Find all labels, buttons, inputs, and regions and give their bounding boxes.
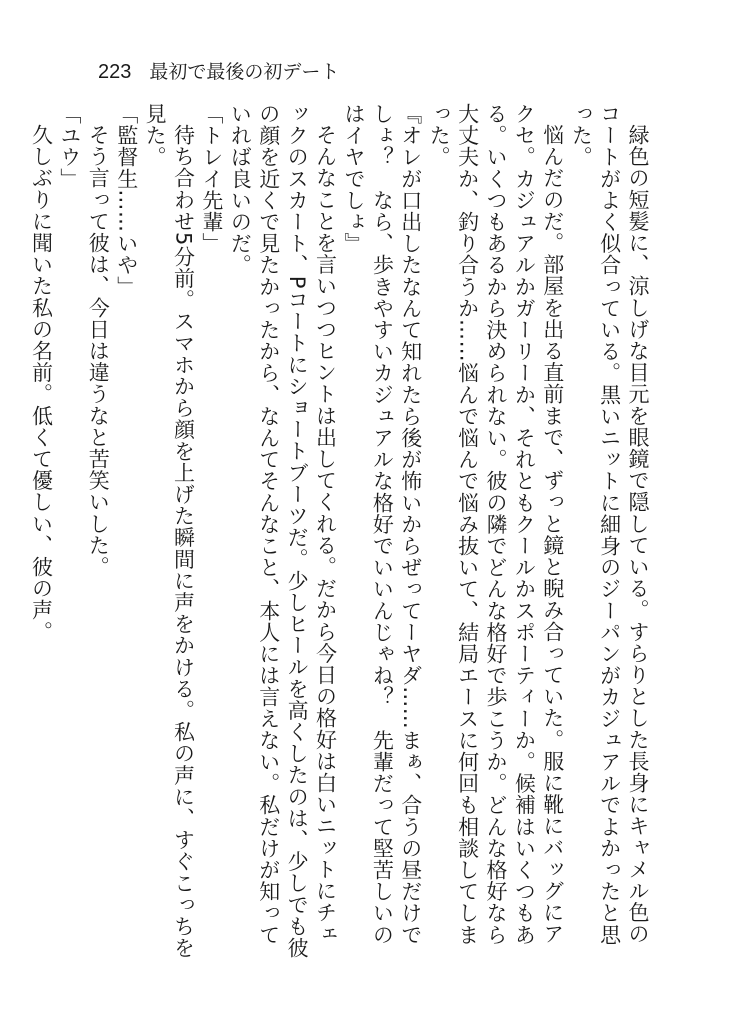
body-text (27, 103, 652, 963)
paragraph-8: そう言って彼は、今日は違うなと苦笑いした。 (86, 124, 111, 578)
paragraph-1: 緑色の短髪に、涼しげな目元を眼鏡で隠している。すらりとした長身にキャメル色のコートがよく似合っている。黒いニットに細身のジーパンがカジュアルでよかったと思った。 (569, 103, 650, 946)
paragraph-5-dialogue: 「トレイ先輩」 (199, 103, 224, 255)
paragraph-4: そんなことを言いつつヒントは出してくれる。だから今日の格好は白いニットにチェックのスカート、Pコートにショートブーツだ。少しヒールを高くしたのは、少しでも彼の顔を近くで見たかったから、なんてそんなこと、本人には言えない。私だけが知っていれば良いのだ。 (228, 103, 338, 959)
paragraph-7-dialogue: 「監督生……いや」 (114, 103, 139, 298)
paragraph-10: 久しぶりに聞いた私の名前。低くて優しい、彼の声。 (29, 124, 54, 643)
page-header (98, 60, 339, 84)
chapter-title: 最初で最後の初デート (149, 61, 340, 83)
paragraph-9-dialogue: 「ユウ」 (57, 103, 82, 190)
paragraph-6: 待ち合わせ5分前。スマホから顔を上げた瞬間に声をかける。私の声に、すぐこっちを見た。 (143, 103, 196, 959)
page-number: 223 (98, 61, 132, 83)
paragraph-3-dialogue: 『オレが口出したなんて知れたら後が怖いからぜってーヤダ……まぁ、合うの昼だけでしょ？ なら、歩きやすいカジュアルな格好でいいんじゃね？ 先輩だって堅苦しいのはイヤでしょ』 (341, 103, 423, 946)
paragraph-2: 悩んだのだ。部屋を出る直前まで、ずっと鏡と睨み合っていた。服に靴にバッグにアクセ。カジュアルかガーリーか、それともクールかスポーティーか。候補はいくつもある。いくつもあるから決められない。彼の隣でどんな格好で歩こうか。どんな格好なら大丈夫か、釣り合うか……悩んで悩んで悩み抜いて、結局エースに何回も相談してしまった。 (427, 103, 565, 946)
